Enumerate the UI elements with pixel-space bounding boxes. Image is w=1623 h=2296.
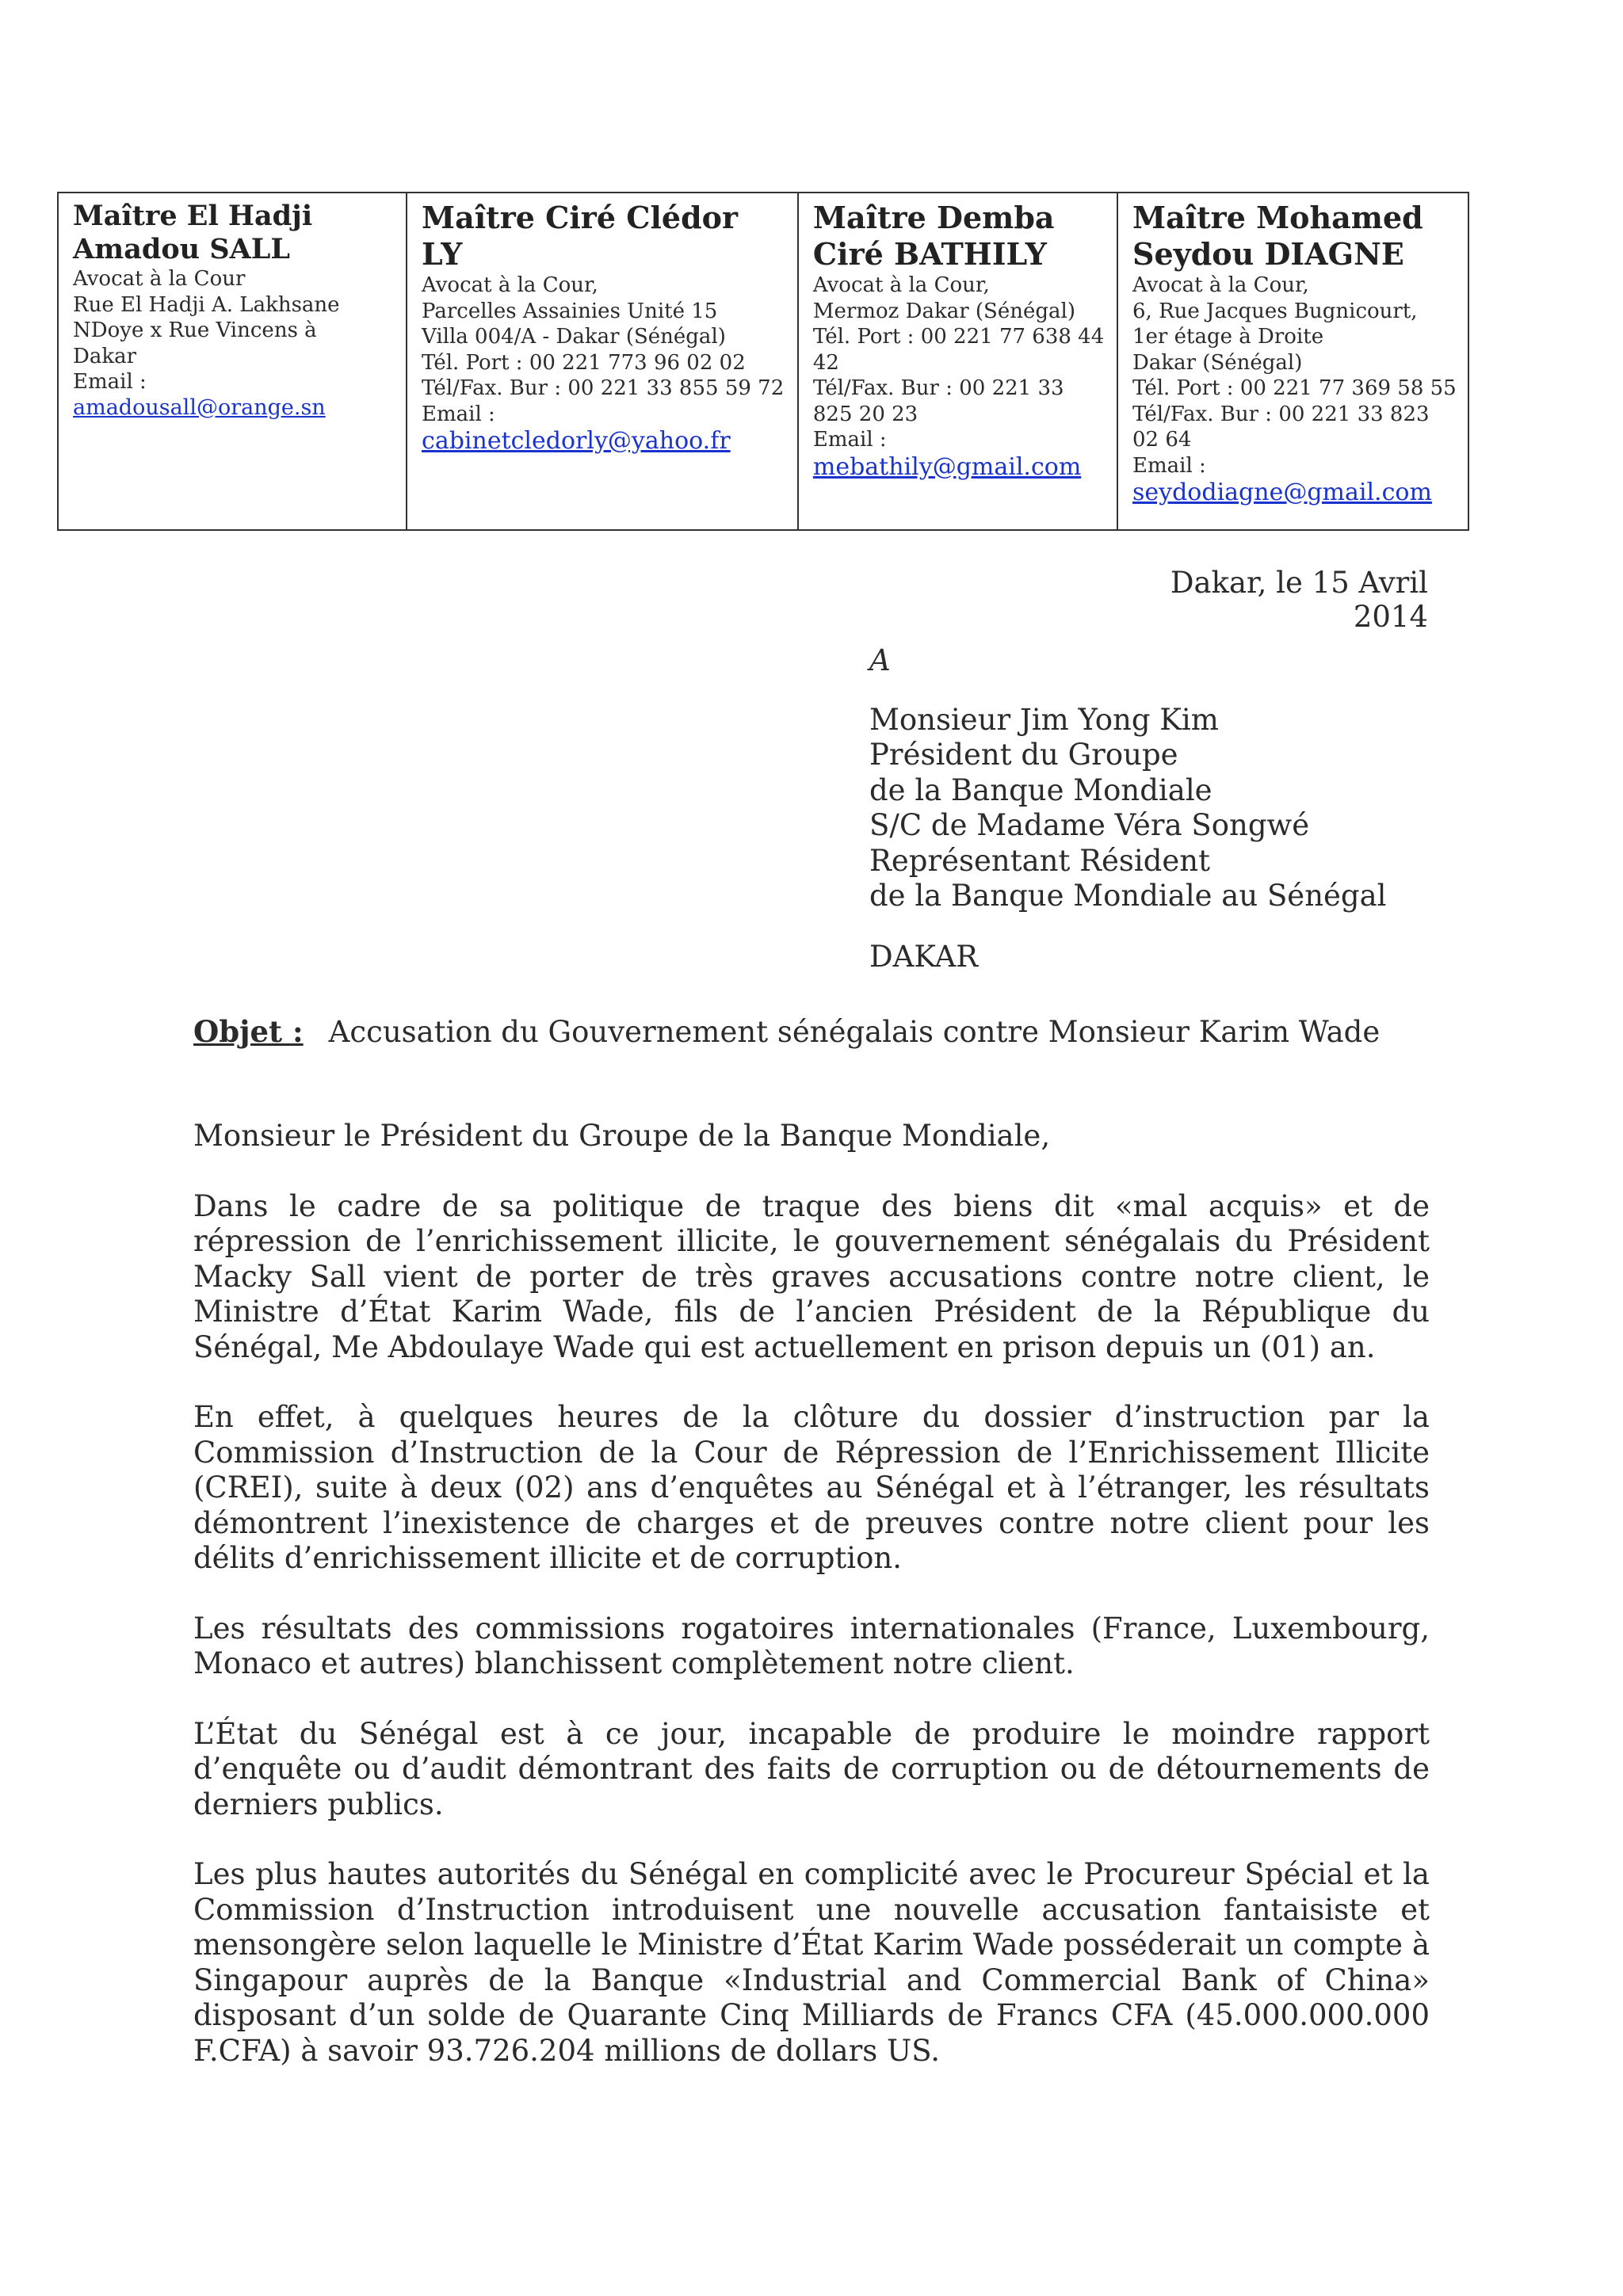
addressee-city: DAKAR [869,939,979,974]
lawyer-detail: Email : [422,402,495,426]
email-link[interactable]: cabinetcledorly@yahoo.fr [422,427,731,455]
lawyer-detail: Tél. Port : 00 221 773 96 02 02 [422,350,746,375]
lawyer-detail: NDoye x Rue Vincens à [73,318,317,342]
body-paragraph: Les plus hautes autorités du Sénégal en complicité avec le Procureur Spécial et la Commission d’Instruction introduisent une nouvelle accusation fantaisiste et mensongère selon laquelle le Ministre d’État Karim Wade posséderait un compte à Singapour auprès de la Banque «Industrial and Commercial Bank of China» disposant d’un solde de Quarante Cinq Milliards de Francs CFA (45.000.000.000 F.CFA) à savoir 93.726.204 millions de dollars US. [193,1857,1430,2068]
body-paragraph: Les résultats des commissions rogatoires internationales (France, Luxembourg, Monaco et autres) blanchissent complètement notre client. [193,1611,1430,1680]
lawyer-detail: Tél. Port : 00 221 77 369 58 55 [1132,376,1457,400]
lawyer-detail: Avocat à la Cour, [422,273,598,297]
email-link[interactable]: amadousall@orange.sn [73,395,326,420]
lawyer-detail: Email : [73,370,147,394]
body-paragraph: En effet, à quelques heures de la clôture du dossier d’instruction par la Commission d’Instruction de la Cour de Répression de l’Enrichissement Illicite (CREI), suite à deux (02) ans d’enquêtes au Sénégal et à l’étranger, les résultats démontrent l’inexistence de charges et de preuves contre notre client pour les délits d’enrichissement illicite et de corruption. [193,1400,1430,1575]
lawyer-detail: Tél/Fax. Bur : 00 221 33 855 59 72 [422,376,785,400]
addressee-block [869,643,1387,974]
email-link[interactable]: mebathily@gmail.com [812,452,1082,481]
lawyer-detail: Email : [812,428,887,452]
addressee-line: S/C de Madame Véra Songwé [869,808,1310,842]
lawyer-detail: Tél/Fax. Bur : 00 221 33 825 20 23 [812,376,1064,426]
salutation: Monsieur le Président du Groupe de la Banque Mondiale, [193,1119,1051,1153]
lawyer-column-ly [407,193,799,529]
lawyer-detail: Dakar (Sénégal) [1132,350,1303,375]
body-paragraph: L’État du Sénégal est à ce jour, incapable de produire le moindre rapport d’enquête ou d’audit démontrant des faits de corruption ou de détournements de derniers publics. [193,1716,1430,1821]
email-link[interactable]: seydodiagne@gmail.com [1132,479,1432,506]
addressee-line: de la Banque Mondiale [869,772,1212,807]
lawyer-column-bathily [799,193,1118,529]
lawyer-detail: Avocat à la Cour [73,267,246,291]
subject-label: Objet : [193,1014,304,1049]
lawyers-header-table [57,192,1469,531]
lawyer-detail: Avocat à la Cour, [812,273,990,297]
letter-date: Dakar, le 15 Avril 2014 [1170,566,1428,634]
addressee-prefix: A [869,643,891,677]
subject-text: Accusation du Gouvernement sénégalais contre Monsieur Karim Wade [328,1015,1381,1049]
lawyer-column-sall [59,193,407,529]
lawyer-detail: Rue El Hadji A. Lakhsane [73,292,340,317]
addressee-line: Président du Groupe [869,738,1178,772]
lawyer-detail: Villa 004/A - Dakar (Sénégal) [422,325,726,349]
letter-body [193,1119,1430,2103]
lawyer-name: Maître Demba Ciré BATHILY [812,200,1055,272]
lawyer-detail: 1er étage à Droite [1132,325,1324,349]
lawyer-name: Maître El Hadji Amadou SALL [73,200,313,265]
addressee-line: Représentant Résident [869,843,1210,878]
lawyer-detail: Tél. Port : 00 221 77 638 44 42 [812,325,1105,375]
lawyer-name: Maître Mohamed Seydou DIAGNE [1132,200,1423,272]
lawyer-detail: Dakar [73,344,137,368]
addressee-line: Monsieur Jim Yong Kim [869,702,1219,737]
lawyer-column-diagne [1118,193,1468,529]
body-paragraph: Dans le cadre de sa politique de traque des biens dit «mal acquis» et de répression de l’enrichissement illicite, le gouvernement sénégalais du Président Macky Sall vient de porter de très graves accusations contre notre client, le Ministre d’État Karim Wade, fils de l’ancien Président de la République du Sénégal, Me Abdoulaye Wade qui est actuellement en prison depuis un (01) an. [193,1188,1430,1364]
lawyer-detail: Parcelles Assainies Unité 15 [422,299,718,323]
lawyer-detail: Mermoz Dakar (Sénégal) [812,299,1075,323]
subject-line [193,1014,1380,1049]
addressee-line: de la Banque Mondiale au Sénégal [869,879,1387,913]
lawyer-detail: Avocat à la Cour, [1132,273,1309,297]
lawyer-detail: 6, Rue Jacques Bugnicourt, [1132,299,1418,323]
lawyer-detail: Email : [1132,453,1206,478]
lawyer-detail: Tél/Fax. Bur : 00 221 33 823 02 64 [1132,402,1430,452]
lawyer-name: Maître Ciré Clédor LY [422,200,739,272]
